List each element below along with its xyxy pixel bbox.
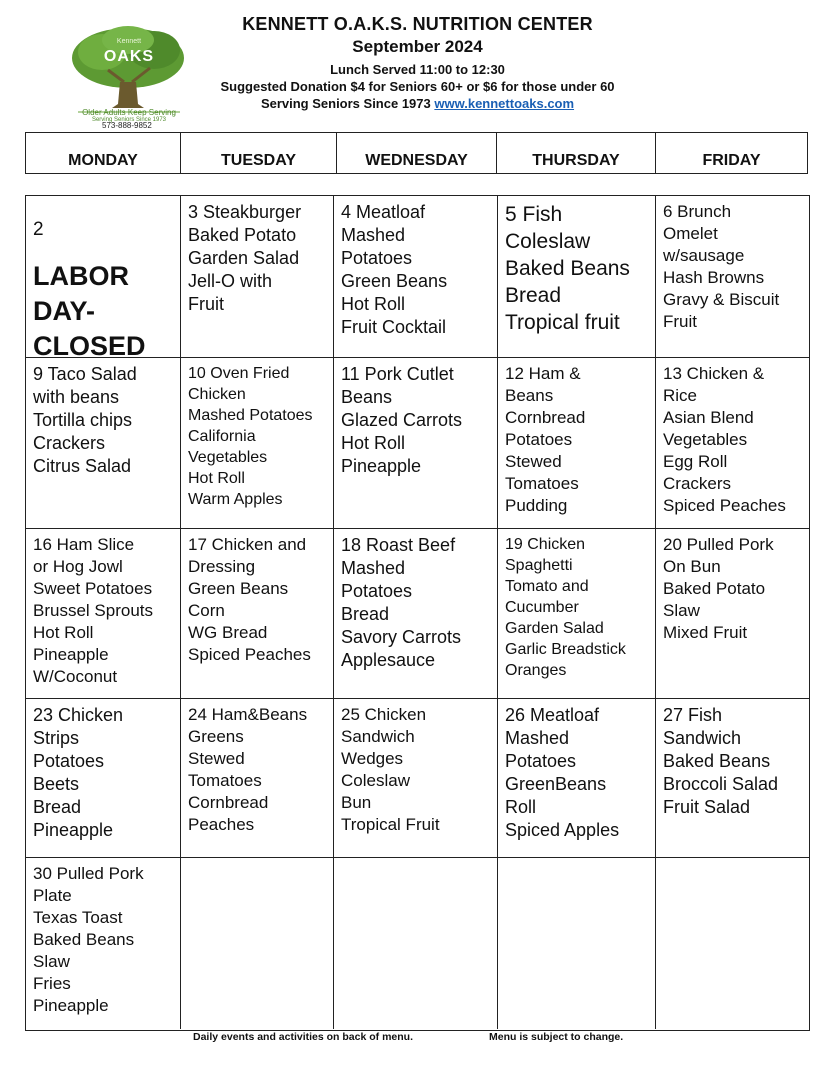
logo-since: Serving Seniors Since 1973 [91, 117, 167, 123]
donation-info: Suggested Donation $4 for Seniors 60+ or $6 for those under 60 [220, 79, 615, 94]
day-cell: 30 Pulled Pork Plate Texas Toast Baked Beans Slaw Fries Pineapple [26, 858, 181, 1029]
day-cell: 9 Taco Salad with beans Tortilla chips Crackers Citrus Salad [26, 358, 181, 528]
day-number: 2 [33, 219, 44, 240]
day-cell: 6 Brunch Omelet w/sausage Hash Browns Gravy & Biscuit Fruit [663, 202, 780, 331]
logo-small: Kennett [116, 38, 142, 45]
day-cell: 4 Meatloaf Mashed Potatoes Green Beans Hot Roll Fruit Cocktail [334, 196, 498, 357]
serving-since: Serving Seniors Since 1973 [260, 96, 431, 111]
serving-line [190, 96, 645, 111]
logo-name: OAKS [103, 48, 155, 65]
day-wednesday: WEDNESDAY [337, 133, 497, 173]
footer-change-note: Menu is subject to change. [489, 1031, 624, 1043]
lunch-hours: Lunch Served 11:00 to 12:30 [330, 62, 505, 77]
week-row [26, 699, 809, 858]
day-cell: 5 Fish Coleslaw Baked Beans Bread Tropical fruit [498, 196, 656, 357]
day-cell: 20 Pulled Pork On Bun Baked Potato Slaw Mixed Fruit [663, 535, 774, 642]
day-cell: 13 Chicken & Rice Asian Blend Vegetables Egg Roll Crackers Spiced Peaches [663, 364, 786, 515]
week-row [26, 529, 809, 699]
center-title: KENNETT O.A.K.S. NUTRITION CENTER [242, 14, 593, 34]
day-cell: 26 Meatloaf Mashed Potatoes GreenBeans Roll Spiced Apples [498, 699, 656, 857]
day-tuesday: TUESDAY [181, 133, 337, 173]
week-row [26, 196, 809, 358]
empty-day-cell [498, 858, 656, 1029]
day-cell: 16 Ham Slice or Hog Jowl Sweet Potatoes Brussel Sprouts Hot Roll Pineapple W/Coconut [26, 529, 181, 698]
empty-day-cell [656, 858, 808, 1029]
day-cell-labor-day [26, 196, 181, 357]
closed-notice: LABOR DAY-CLOSED [33, 261, 146, 357]
day-cell: 3 Steakburger Baked Potato Garden Salad Jell-O with Fruit [181, 196, 334, 357]
website-link[interactable]: www.kennettoaks.com [434, 96, 575, 111]
phone-number: 573-888-9852 [102, 121, 152, 130]
day-cell: 23 Chicken Strips Potatoes Beets Bread Pineapple [26, 699, 181, 857]
day-cell: 24 Ham&Beans Greens Stewed Tomatoes Cornbread Peaches [181, 699, 334, 857]
month-title: September 2024 [352, 37, 483, 56]
day-cell: 27 Fish Sandwich Baked Beans Broccoli Salad Fruit Salad [663, 705, 779, 817]
logo-tagline: Older Adults Keep Serving [82, 108, 176, 117]
day-cell: 19 Chicken Spaghetti Tomato and Cucumber Garden Salad Garlic Breadstick Oranges [498, 529, 656, 698]
day-cell: 17 Chicken and Dressing Green Beans Corn WG Bread Spiced Peaches [181, 529, 334, 698]
day-cell: 11 Pork Cutlet Beans Glazed Carrots Hot Roll Pineapple [334, 358, 498, 528]
week-row [26, 858, 809, 1029]
empty-day-cell [181, 858, 334, 1029]
day-cell: 18 Roast Beef Mashed Potatoes Bread Savory Carrots Applesauce [334, 529, 498, 698]
empty-day-cell [334, 858, 498, 1029]
menu-calendar [25, 195, 810, 1031]
day-friday: FRIDAY [702, 152, 761, 169]
day-cell: 10 Oven Fried Chicken Mashed Potatoes California Vegetables Hot Roll Warm Apples [181, 358, 334, 528]
day-thursday: THURSDAY [497, 133, 656, 173]
footer-events-note: Daily events and activities on back of menu. [193, 1031, 413, 1043]
day-cell: 25 Chicken Sandwich Wedges Coleslaw Bun Tropical Fruit [334, 699, 498, 857]
weekday-header [25, 132, 808, 174]
week-row [26, 358, 809, 529]
day-cell: 12 Ham & Beans Cornbread Potatoes Stewed Tomatoes Pudding [498, 358, 656, 528]
day-monday: MONDAY [26, 133, 181, 173]
kennett-oaks-logo [68, 22, 190, 134]
